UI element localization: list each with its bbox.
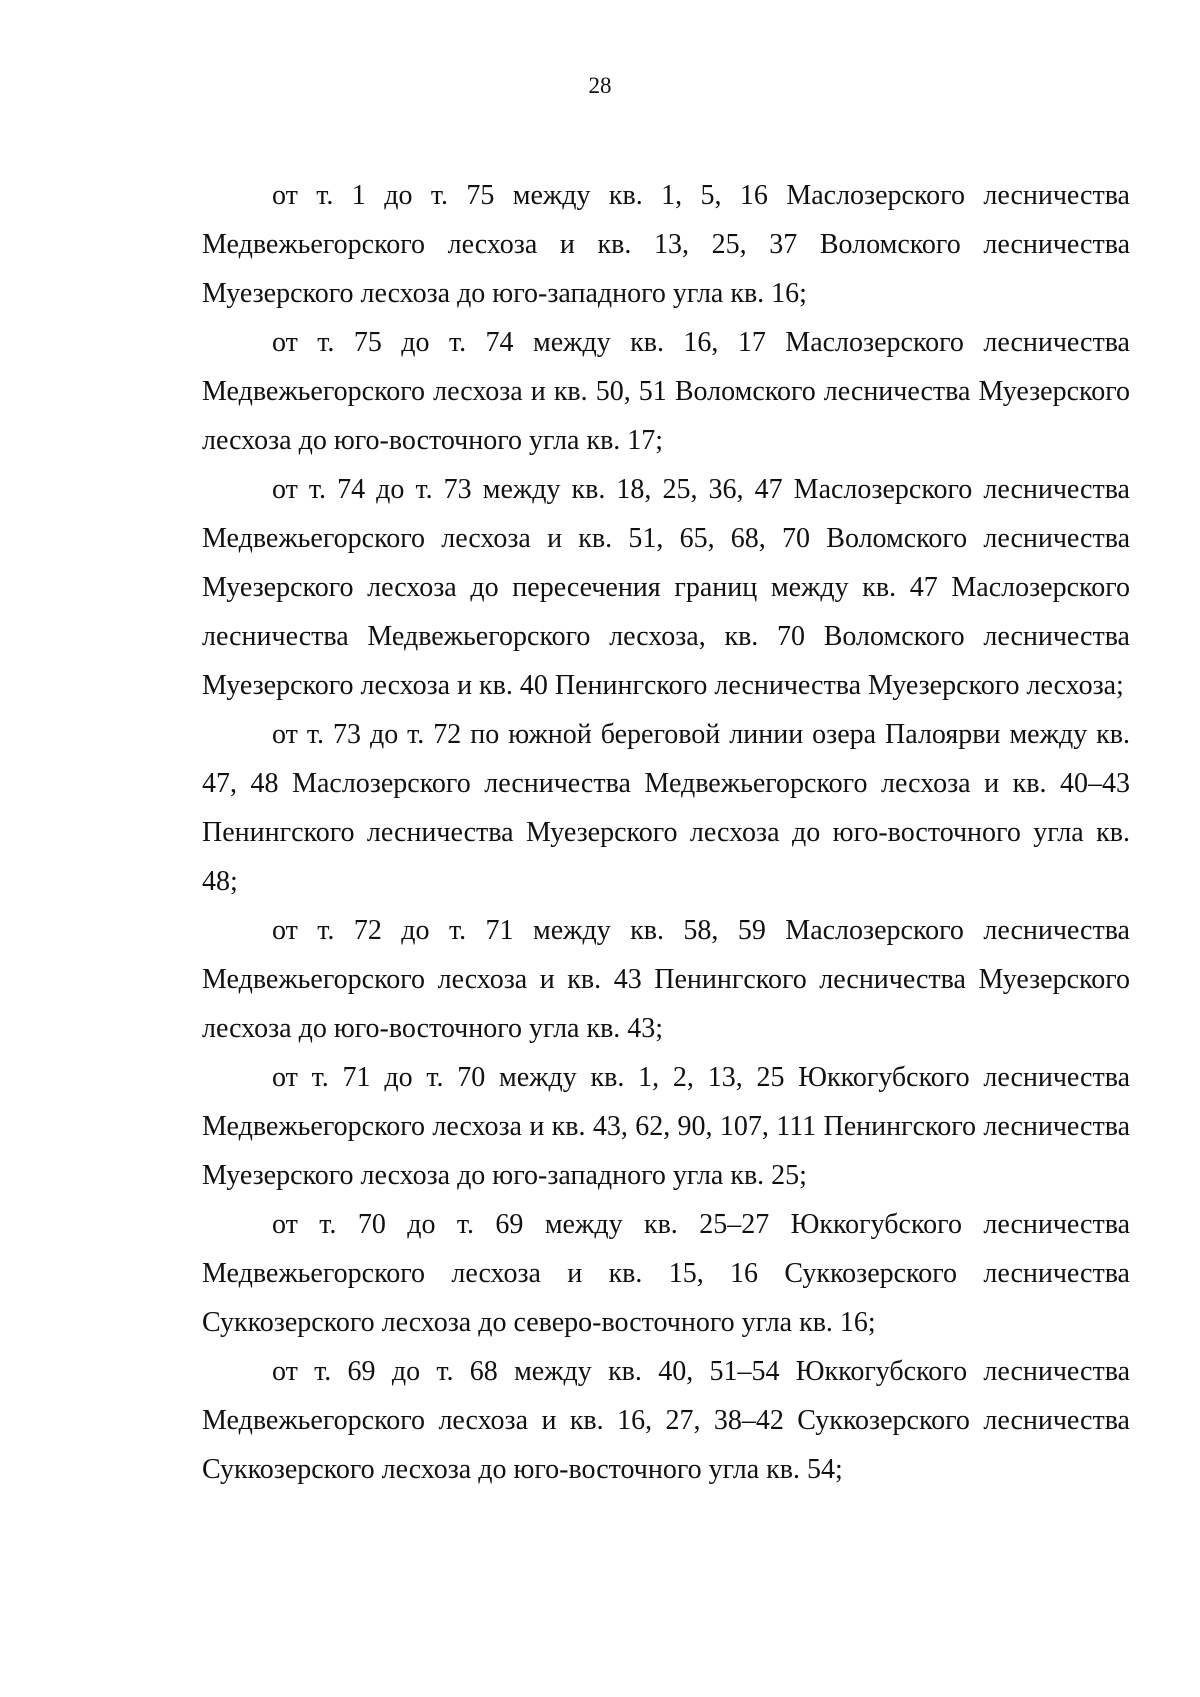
document-body [202, 171, 1130, 1494]
boundary-paragraph: от т. 70 до т. 69 между кв. 25–27 Юккогубского лесничества Медвежьегорского лесхоза и кв. 15, 16 Суккозерского лесничества Суккозерского лесхоза до северо-восточного угла кв. 16; [202, 1209, 1130, 1338]
boundary-paragraph: от т. 69 до т. 68 между кв. 40, 51–54 Юккогубского лесничества Медвежьегорского лесхоза и кв. 16, 27, 38–42 Суккозерского лесничества Суккозерского лесхоза до юго-восточного угла кв. 54; [202, 1356, 1130, 1485]
boundary-paragraph: от т. 74 до т. 73 между кв. 18, 25, 36, 47 Маслозерского лесничества Медвежьегорского лесхоза и кв. 51, 65, 68, 70 Воломского лесничества Муезерского лесхоза до пересечения границ между кв. 47 Маслозерского лесничества Медвежьегорского лесхоза, кв. 70 Воломского лесничества Муезерского лесхоза и кв. 40 Пенингского лесничества Муезерского лесхоза; [202, 474, 1130, 701]
boundary-paragraph: от т. 71 до т. 70 между кв. 1, 2, 13, 25 Юккогубского лесничества Медвежьегорского лесхоза и кв. 43, 62, 90, 107, 111 Пенингского лесничества Муезерского лесхоза до юго-западного угла кв. 25; [202, 1062, 1130, 1191]
boundary-paragraph: от т. 75 до т. 74 между кв. 16, 17 Маслозерского лесничества Медвежьегорского лесхоза и кв. 50, 51 Воломского лесничества Муезерского лесхоза до юго-восточного угла кв. 17; [202, 327, 1130, 456]
boundary-paragraph: от т. 73 до т. 72 по южной береговой линии озера Палоярви между кв. 47, 48 Маслозерского лесничества Медвежьегорского лесхоза и кв. 40–43 Пенингского лесничества Муезерского лесхоза до юго-восточного угла кв. 48; [202, 719, 1130, 897]
page-number: 28 [588, 73, 612, 98]
boundary-paragraph: от т. 72 до т. 71 между кв. 58, 59 Маслозерского лесничества Медвежьегорского лесхоза и кв. 43 Пенингского лесничества Муезерского лесхоза до юго-восточного угла кв. 43; [202, 915, 1130, 1044]
boundary-paragraph: от т. 1 до т. 75 между кв. 1, 5, 16 Маслозерского лесничества Медвежьегорского лесхоза и кв. 13, 25, 37 Воломского лесничества Муезерского лесхоза до юго-западного угла кв. 16; [202, 180, 1130, 309]
